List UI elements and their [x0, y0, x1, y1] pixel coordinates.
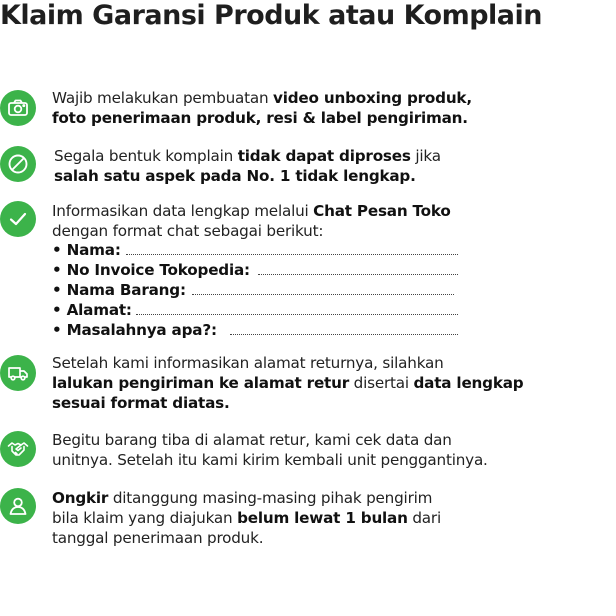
- step-5-text: [52, 430, 612, 470]
- step-2-text-segment: salah satu aspek pada No. 1 tidak lengkap.: [54, 167, 416, 185]
- step-2-text-segment: jika: [410, 147, 441, 165]
- step-5-text-segment: unitnya. Setelah itu kami kirim kembali unit penggantinya.: [52, 451, 488, 469]
- step-2-text-segment: Segala bentuk komplain: [54, 147, 238, 165]
- step-4-text-segment: data lengkap: [413, 374, 524, 392]
- step-4-text-segment: disertai: [349, 374, 414, 392]
- step-5-text-segment: Begitu barang tiba di alamat retur, kami cek data dan: [52, 431, 452, 449]
- step-3-text: [52, 201, 612, 241]
- step-6-text-segment: bila klaim yang diajukan: [52, 509, 238, 527]
- field-masalah: • Masalahnya apa?:: [52, 321, 472, 341]
- step-3-text-segment: Informasikan data lengkap melalui: [52, 202, 314, 220]
- step-1-text: [52, 88, 612, 128]
- step-6-text-segment: belum lewat 1 bulan: [237, 509, 408, 527]
- step-6-text-segment: Ongkir: [52, 489, 109, 507]
- handshake-icon: [0, 431, 36, 467]
- prohibited-icon: [0, 146, 36, 182]
- step-2-text: [54, 146, 614, 186]
- step-3-text-segment: dengan format chat sebagai berikut:: [52, 222, 324, 240]
- step-1-text-segment: foto penerimaan produk, resi & label pengiriman.: [52, 109, 468, 127]
- step-4-text-segment: sesuai format diatas.: [52, 394, 230, 412]
- field-nama-barang: • Nama Barang:: [52, 281, 472, 301]
- step-4-text: [52, 353, 612, 413]
- person-icon: [0, 488, 36, 524]
- step-6-text-segment: tanggal penerimaan produk.: [52, 529, 264, 547]
- check-icon: [0, 201, 36, 237]
- field-alamat: • Alamat:: [52, 301, 472, 321]
- chat-format-fields: [52, 241, 472, 341]
- field-nama: • Nama:: [52, 241, 472, 261]
- step-4-text-segment: Setelah kami informasikan alamat returnya, silahkan: [52, 354, 444, 372]
- step-6-text-segment: dari: [407, 509, 441, 527]
- step-3-text-segment: Chat Pesan Toko: [313, 202, 451, 220]
- page-title: Klaim Garansi Produk atau Komplain: [0, 0, 542, 31]
- field-no-invoice: • No Invoice Tokopedia:: [52, 261, 472, 281]
- delivery-truck-icon: [0, 355, 36, 391]
- step-2-text-segment: tidak dapat diproses: [237, 147, 411, 165]
- step-1-text-segment: video unboxing produk,: [273, 89, 472, 107]
- step-4-text-segment: lalukan pengiriman ke alamat retur: [52, 374, 350, 392]
- step-6-text-segment: ditanggung masing-masing pihak pengirim: [108, 489, 433, 507]
- step-6-text: [52, 488, 612, 548]
- step-1-text-segment: Wajib melakukan pembuatan: [52, 89, 274, 107]
- camera-icon: [0, 90, 36, 126]
